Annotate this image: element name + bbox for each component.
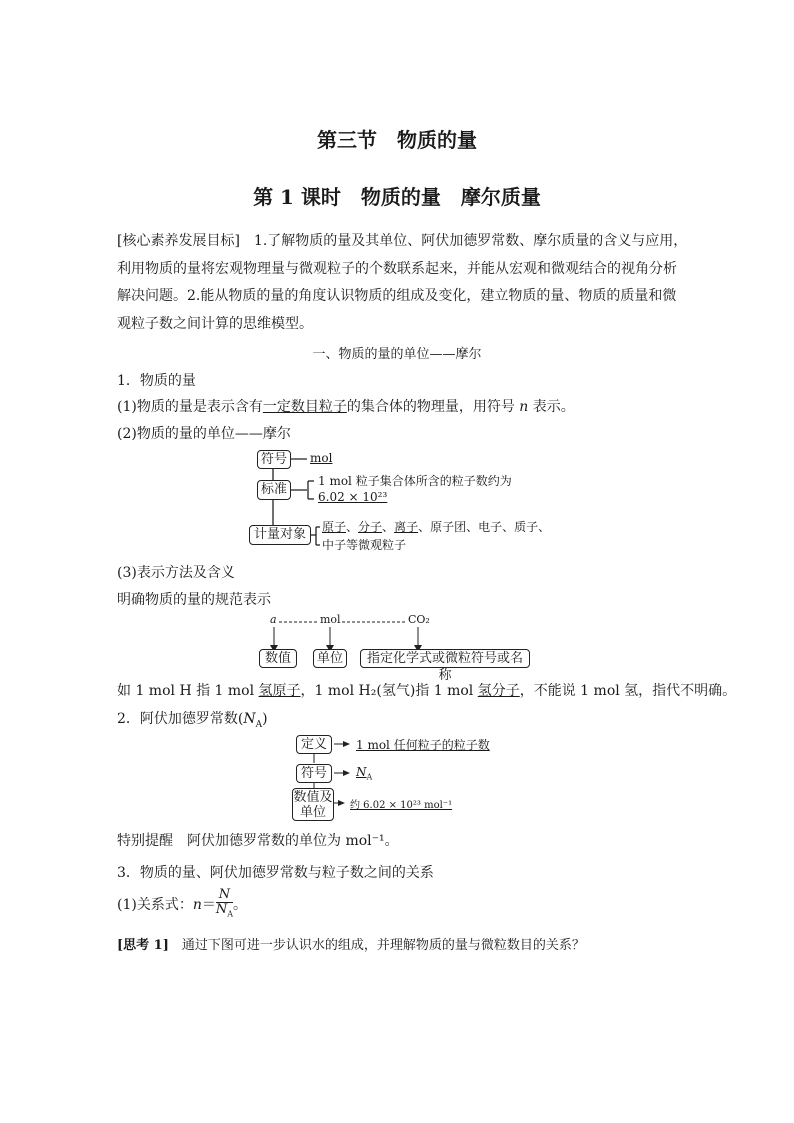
symbol-value: mol (310, 451, 333, 465)
example-text-3: ，不能说 1 mol 氢，指代不明确。 (519, 683, 737, 699)
formula-denominator (216, 903, 233, 922)
example-text-1: 如 1 mol H 指 1 mol (117, 683, 259, 699)
definition-text-2: 的集合体的物理量，用符号 (346, 399, 520, 415)
standard-line-2: 6.02 × 10²³ (318, 490, 388, 504)
notation-co2: CO₂ (408, 613, 430, 626)
formula-end: 。 (233, 897, 248, 913)
expression-subheading: 明确物质的量的规范表示 (117, 592, 271, 608)
think-line (117, 934, 585, 953)
tip-line (117, 830, 399, 850)
formula-fraction (216, 888, 233, 922)
example-hydrogen-atom: 氢原子 (258, 683, 301, 699)
formula-equals: ＝ (201, 897, 216, 913)
symbol-sub: A (366, 772, 373, 782)
notation-mol: mol (320, 613, 341, 626)
item-3-heading: 3．物质的量、阿伏加德罗常数与粒子数之间的关系 (117, 865, 434, 881)
object-sep: 、 (346, 520, 359, 534)
definition-underlined: 一定数目粒子 (262, 399, 347, 415)
item-2-text: 2．阿伏加德罗常数( (117, 711, 244, 727)
goals-line-2: 利用物质的量将宏观物理量与微观粒子的个数联系起来，并能从宏观和微观结合的视角分析 (117, 261, 677, 277)
formula-den-sub: A (227, 909, 234, 919)
item-1-heading: 1．物质的量 (117, 373, 196, 389)
section-1-heading: 一、物质的量的单位——摩尔 (312, 347, 482, 362)
standard-box: 标准 (257, 480, 291, 500)
definition-text: (1)物质的量是表示含有 (117, 399, 263, 415)
goals-line-4: 观粒子数之间计算的思维模型。 (117, 316, 313, 332)
formula-box: 指定化学式或微粒符号或名称 (360, 649, 530, 668)
tip-text: 阿伏加德罗常数的单位为 mol⁻¹。 (173, 833, 399, 849)
value-box: 数值 (259, 649, 297, 668)
goals-label: [核心素养发展目标] (117, 233, 240, 249)
definition-value: 1 mol 任何粒子的粒子数 (356, 738, 490, 752)
unit-box: 单位 (313, 649, 347, 668)
object-line-1 (322, 518, 550, 535)
example-text-2: ，1 mol H₂(氢气)指 1 mol (300, 683, 478, 699)
standard-line-1: 1 mol 粒子集合体所含的粒子数约为 (318, 474, 512, 488)
symbol-n: N (356, 765, 367, 779)
item-2-sub: A (255, 719, 263, 730)
object-box: 计量对象 (249, 525, 311, 545)
definition-box: 定义 (296, 735, 332, 754)
avogadro-symbol-box: 符号 (296, 764, 332, 783)
object-sep: 、 (382, 520, 395, 534)
lesson-subtitle: 第 1 课时 物质的量 摩尔质量 (253, 185, 541, 209)
value-unit-line-1: 数值及 (293, 790, 333, 805)
example-line (117, 680, 736, 700)
value-unit-line-2: 单位 (299, 805, 326, 820)
think-text: 通过下图可进一步认识水的组成，并理解物质的量与微粒数目的关系？ (168, 938, 585, 953)
formula-den-n: N (215, 902, 228, 918)
value-unit-value: 约 6.02 × 10²³ mol⁻¹ (350, 800, 453, 811)
object-line-2: 中子等微观粒子 (322, 538, 407, 552)
item-2-symbol: N (243, 711, 256, 727)
formula-line (117, 888, 247, 922)
tip-label: 特别提醒 (117, 833, 173, 849)
formula-n: n (192, 897, 202, 913)
formula-numerator: N (216, 888, 233, 903)
symbol-box: 符号 (257, 450, 291, 469)
example-hydrogen-molecule: 氢分子 (477, 683, 520, 699)
avogadro-symbol-value (356, 765, 372, 781)
goals-text-1: 1.了解物质的量及其单位、阿伏加德罗常数、摩尔质量的含义与应用， (239, 233, 688, 249)
expression-heading: (3)表示方法及含义 (117, 565, 235, 581)
value-unit-box (292, 788, 334, 821)
item-2-heading (117, 708, 268, 730)
object-ion: 离子 (394, 520, 419, 534)
think-label: [思考 1] (117, 938, 169, 953)
unit-heading: (2)物质的量的单位——摩尔 (117, 426, 291, 442)
object-rest: 、原子团、电子、质子、 (418, 520, 551, 534)
goals-line-3: 解决问题。2.能从物质的量的角度认识物质的组成及变化，建立物质的量、物质的质量和微 (117, 288, 677, 304)
object-molecule: 分子 (358, 520, 383, 534)
definition-symbol: n (519, 399, 529, 415)
object-atom: 原子 (322, 520, 347, 534)
formula-label: (1)关系式： (117, 897, 193, 913)
definition-end: 表示。 (528, 399, 575, 415)
notation-a: a (270, 613, 277, 626)
item-2-end: ) (262, 711, 268, 727)
page-title: 第三节 物质的量 (317, 128, 477, 152)
